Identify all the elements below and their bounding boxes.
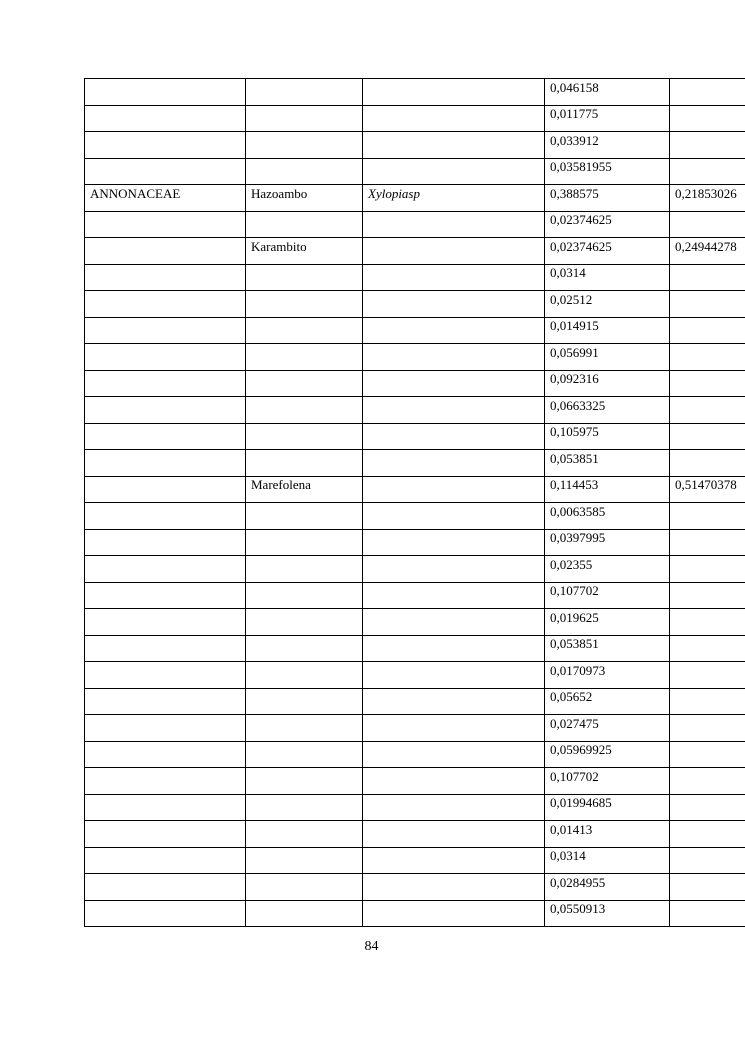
value-cell xyxy=(545,450,670,477)
vernacular-name-cell xyxy=(246,397,363,424)
scientific-name-cell xyxy=(363,291,545,318)
family-cell xyxy=(85,715,246,742)
total-cell xyxy=(670,238,745,265)
total-cell xyxy=(670,423,745,450)
family-cell xyxy=(85,688,246,715)
scientific-name-cell xyxy=(363,900,545,927)
family-cell xyxy=(85,609,246,636)
cell-text: 0,033912 xyxy=(550,132,599,148)
family-cell xyxy=(85,291,246,318)
value-cell xyxy=(545,556,670,583)
scientific-name-cell xyxy=(363,768,545,795)
table-row xyxy=(85,264,745,291)
cell-text: 0,0063585 xyxy=(550,503,606,519)
table-row xyxy=(85,900,745,927)
table-row xyxy=(85,79,745,106)
vernacular-name-cell xyxy=(246,238,363,265)
cell-text: 0,053851 xyxy=(550,450,599,466)
scientific-name-cell xyxy=(363,635,545,662)
table-row xyxy=(85,423,745,450)
value-cell xyxy=(545,291,670,318)
vernacular-name-cell xyxy=(246,264,363,291)
table-row xyxy=(85,238,745,265)
table-row xyxy=(85,344,745,371)
table-row xyxy=(85,794,745,821)
value-cell xyxy=(545,185,670,212)
scientific-name-cell xyxy=(363,529,545,556)
value-cell xyxy=(545,768,670,795)
table-row xyxy=(85,768,745,795)
vernacular-name-cell xyxy=(246,821,363,848)
value-cell xyxy=(545,688,670,715)
cell-text: 0,107702 xyxy=(550,768,599,784)
table-row xyxy=(85,874,745,901)
vernacular-name-cell xyxy=(246,529,363,556)
scientific-name-cell xyxy=(363,503,545,530)
table-row xyxy=(85,291,745,318)
total-cell xyxy=(670,317,745,344)
cell-text: 0,388575 xyxy=(550,185,599,201)
family-cell xyxy=(85,847,246,874)
cell-text: 0,0284955 xyxy=(550,874,606,890)
total-cell xyxy=(670,158,745,185)
total-cell xyxy=(670,344,745,371)
scientific-name-cell xyxy=(363,344,545,371)
scientific-name-cell xyxy=(363,688,545,715)
family-cell xyxy=(85,556,246,583)
family-cell xyxy=(85,476,246,503)
vernacular-name-cell xyxy=(246,609,363,636)
value-cell xyxy=(545,900,670,927)
total-cell xyxy=(670,688,745,715)
family-cell xyxy=(85,211,246,238)
cell-text: 0,0170973 xyxy=(550,662,606,678)
vernacular-name-cell xyxy=(246,556,363,583)
total-cell xyxy=(670,556,745,583)
scientific-name-cell xyxy=(363,423,545,450)
table-row xyxy=(85,211,745,238)
value-cell xyxy=(545,662,670,689)
total-cell xyxy=(670,264,745,291)
table-body xyxy=(85,79,745,927)
family-cell xyxy=(85,874,246,901)
vernacular-name-cell xyxy=(246,874,363,901)
table-row xyxy=(85,450,745,477)
cell-text: 0,046158 xyxy=(550,79,599,95)
cell-text: 0,107702 xyxy=(550,583,599,599)
value-cell xyxy=(545,635,670,662)
total-cell xyxy=(670,609,745,636)
scientific-name-cell xyxy=(363,476,545,503)
value-cell xyxy=(545,582,670,609)
vernacular-name-cell xyxy=(246,476,363,503)
total-cell xyxy=(670,370,745,397)
cell-text: 0,0663325 xyxy=(550,397,606,413)
table-row xyxy=(85,662,745,689)
value-cell xyxy=(545,264,670,291)
cell-text: 0,05652 xyxy=(550,689,593,705)
family-cell xyxy=(85,503,246,530)
total-cell xyxy=(670,185,745,212)
table-row xyxy=(85,370,745,397)
value-cell xyxy=(545,794,670,821)
value-cell xyxy=(545,132,670,159)
value-cell xyxy=(545,423,670,450)
cell-text: 0,0314 xyxy=(550,265,586,281)
family-cell xyxy=(85,900,246,927)
table-row xyxy=(85,317,745,344)
vernacular-name-cell xyxy=(246,370,363,397)
scientific-name-cell xyxy=(363,715,545,742)
table-row xyxy=(85,132,745,159)
scientific-name-cell xyxy=(363,847,545,874)
family-cell xyxy=(85,79,246,106)
scientific-name-cell xyxy=(363,264,545,291)
cell-text: 0,105975 xyxy=(550,424,599,440)
value-cell xyxy=(545,609,670,636)
table-row xyxy=(85,158,745,185)
vernacular-name-cell xyxy=(246,132,363,159)
table-row xyxy=(85,503,745,530)
total-cell xyxy=(670,397,745,424)
vernacular-name-cell xyxy=(246,450,363,477)
value-cell xyxy=(545,211,670,238)
total-cell xyxy=(670,874,745,901)
total-cell xyxy=(670,715,745,742)
cell-text: 0,02374625 xyxy=(550,212,612,228)
family-cell xyxy=(85,794,246,821)
family-cell xyxy=(85,450,246,477)
cell-text: 0,114453 xyxy=(550,477,599,493)
family-cell xyxy=(85,238,246,265)
total-cell xyxy=(670,900,745,927)
value-cell xyxy=(545,344,670,371)
scientific-name-cell xyxy=(363,105,545,132)
vernacular-name-cell xyxy=(246,582,363,609)
cell-text: 0,027475 xyxy=(550,715,599,731)
table-row xyxy=(85,635,745,662)
cell-text: 0,019625 xyxy=(550,609,599,625)
value-cell xyxy=(545,370,670,397)
family-cell xyxy=(85,105,246,132)
scientific-name-cell xyxy=(363,662,545,689)
family-cell xyxy=(85,423,246,450)
scientific-name-cell xyxy=(363,158,545,185)
scientific-name-cell xyxy=(363,185,545,212)
scientific-name-cell xyxy=(363,450,545,477)
cell-text: 0,03581955 xyxy=(550,159,612,175)
table-row xyxy=(85,688,745,715)
table-row xyxy=(85,715,745,742)
family-cell xyxy=(85,741,246,768)
value-cell xyxy=(545,503,670,530)
total-cell xyxy=(670,132,745,159)
scientific-name-cell xyxy=(363,794,545,821)
vernacular-name-cell xyxy=(246,794,363,821)
scientific-name-cell xyxy=(363,397,545,424)
family-cell xyxy=(85,158,246,185)
value-cell xyxy=(545,529,670,556)
cell-text: Marefolena xyxy=(251,477,311,493)
total-cell xyxy=(670,450,745,477)
family-cell xyxy=(85,582,246,609)
cell-text: ANNONACEAE xyxy=(90,185,181,201)
vernacular-name-cell xyxy=(246,79,363,106)
cell-text: 0,02374625 xyxy=(550,238,612,254)
family-cell xyxy=(85,185,246,212)
value-cell xyxy=(545,715,670,742)
cell-text: 0,24944278 xyxy=(675,238,737,254)
value-cell xyxy=(545,158,670,185)
scientific-name-cell xyxy=(363,79,545,106)
vernacular-name-cell xyxy=(246,344,363,371)
cell-text: 0,053851 xyxy=(550,636,599,652)
vernacular-name-cell xyxy=(246,662,363,689)
value-cell xyxy=(545,821,670,848)
total-cell xyxy=(670,291,745,318)
scientific-name-cell xyxy=(363,132,545,159)
scientific-name-cell xyxy=(363,556,545,583)
vernacular-name-cell xyxy=(246,105,363,132)
vernacular-name-cell xyxy=(246,423,363,450)
family-cell xyxy=(85,662,246,689)
value-cell xyxy=(545,847,670,874)
scientific-name-cell xyxy=(363,609,545,636)
vernacular-name-cell xyxy=(246,317,363,344)
total-cell xyxy=(670,794,745,821)
scientific-name-cell xyxy=(363,741,545,768)
cell-text: 0,0550913 xyxy=(550,901,606,917)
value-cell xyxy=(545,79,670,106)
total-cell xyxy=(670,741,745,768)
family-cell xyxy=(85,370,246,397)
scientific-name-cell xyxy=(363,874,545,901)
total-cell xyxy=(670,768,745,795)
family-cell xyxy=(85,264,246,291)
total-cell xyxy=(670,105,745,132)
table-row xyxy=(85,582,745,609)
table-row xyxy=(85,476,745,503)
cell-text: 0,51470378 xyxy=(675,477,737,493)
total-cell xyxy=(670,529,745,556)
family-cell xyxy=(85,768,246,795)
page-number: 84 xyxy=(364,939,379,954)
value-cell xyxy=(545,317,670,344)
scientific-name-cell xyxy=(363,317,545,344)
cell-text: 0,011775 xyxy=(550,106,599,122)
vernacular-name-cell xyxy=(246,185,363,212)
value-cell xyxy=(545,476,670,503)
table-row xyxy=(85,185,745,212)
cell-text: Hazoambo xyxy=(251,185,308,201)
vernacular-name-cell xyxy=(246,741,363,768)
total-cell xyxy=(670,79,745,106)
table-row xyxy=(85,556,745,583)
scientific-name-cell xyxy=(363,238,545,265)
value-cell xyxy=(545,397,670,424)
vernacular-name-cell xyxy=(246,715,363,742)
family-cell xyxy=(85,529,246,556)
cell-text: 0,0397995 xyxy=(550,530,606,546)
total-cell xyxy=(670,821,745,848)
table-row xyxy=(85,821,745,848)
vernacular-name-cell xyxy=(246,635,363,662)
family-cell xyxy=(85,397,246,424)
vernacular-name-cell xyxy=(246,768,363,795)
cell-text: 0,02512 xyxy=(550,291,593,307)
table-row xyxy=(85,105,745,132)
value-cell xyxy=(545,105,670,132)
cell-text: 0,056991 xyxy=(550,344,599,360)
scientific-name-cell xyxy=(363,211,545,238)
species-data-table xyxy=(84,78,745,927)
scientific-name-cell xyxy=(363,821,545,848)
cell-text: 0,0314 xyxy=(550,848,586,864)
vernacular-name-cell xyxy=(246,158,363,185)
table-row xyxy=(85,609,745,636)
scientific-name-cell xyxy=(363,582,545,609)
vernacular-name-cell xyxy=(246,503,363,530)
scientific-name-cell xyxy=(363,370,545,397)
vernacular-name-cell xyxy=(246,900,363,927)
cell-text: 0,014915 xyxy=(550,318,599,334)
total-cell xyxy=(670,503,745,530)
cell-text: Karambito xyxy=(251,238,307,254)
family-cell xyxy=(85,635,246,662)
value-cell xyxy=(545,874,670,901)
table-row xyxy=(85,397,745,424)
vernacular-name-cell xyxy=(246,211,363,238)
total-cell xyxy=(670,847,745,874)
cell-text: 0,05969925 xyxy=(550,742,612,758)
total-cell xyxy=(670,635,745,662)
cell-text: 0,092316 xyxy=(550,371,599,387)
value-cell xyxy=(545,741,670,768)
cell-text: 0,21853026 xyxy=(675,185,737,201)
family-cell xyxy=(85,317,246,344)
cell-text: Xylopiasp xyxy=(368,185,420,201)
value-cell xyxy=(545,238,670,265)
vernacular-name-cell xyxy=(246,688,363,715)
total-cell xyxy=(670,582,745,609)
cell-text: 0,02355 xyxy=(550,556,593,572)
total-cell xyxy=(670,662,745,689)
total-cell xyxy=(670,211,745,238)
vernacular-name-cell xyxy=(246,847,363,874)
vernacular-name-cell xyxy=(246,291,363,318)
table-row xyxy=(85,741,745,768)
family-cell xyxy=(85,821,246,848)
family-cell xyxy=(85,132,246,159)
family-cell xyxy=(85,344,246,371)
table-row xyxy=(85,529,745,556)
cell-text: 0,01994685 xyxy=(550,795,612,811)
total-cell xyxy=(670,476,745,503)
table-row xyxy=(85,847,745,874)
cell-text: 0,01413 xyxy=(550,821,593,837)
